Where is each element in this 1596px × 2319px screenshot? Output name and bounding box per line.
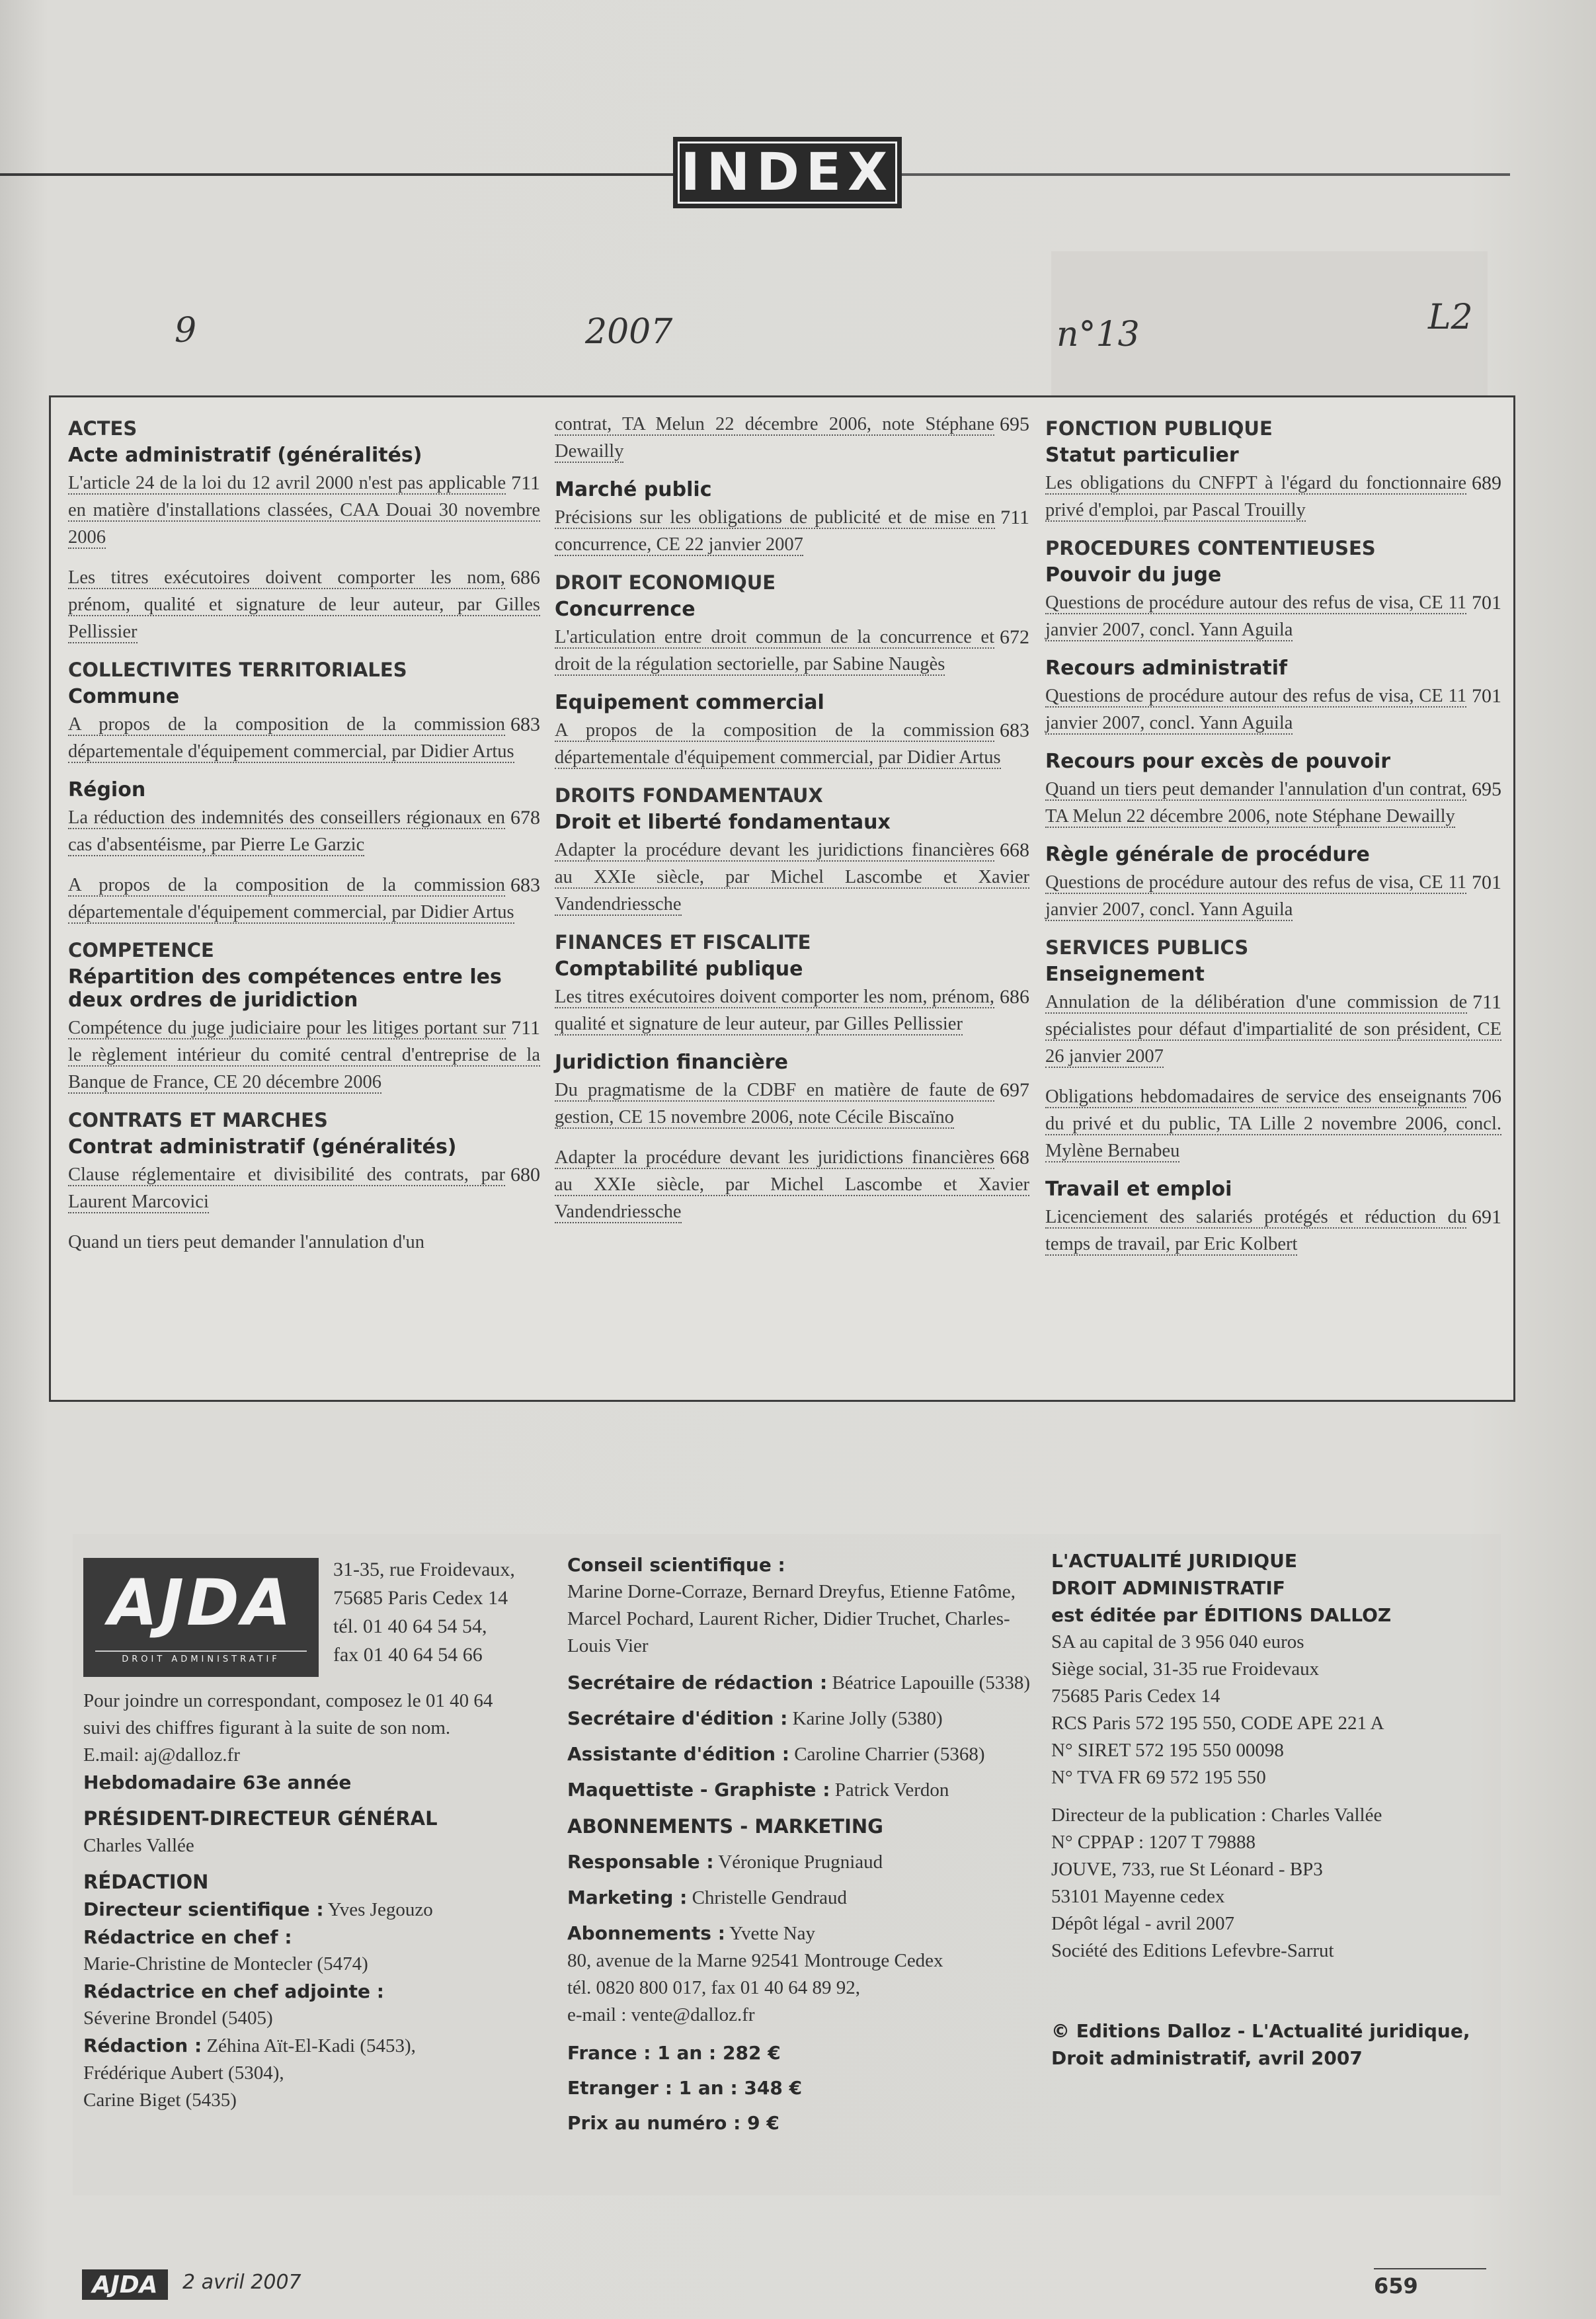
publisher-line: JOUVE, 733, rue St Léonard - BP3 bbox=[1051, 1859, 1323, 1880]
resp-label: Responsable : bbox=[567, 1851, 714, 1873]
index-column-3 bbox=[1045, 411, 1501, 1271]
price-abroad: Etranger : 1 an : 348 € bbox=[567, 2077, 803, 2099]
index-column-2 bbox=[555, 411, 1029, 1239]
weekly-line: Hebdomadaire 63e année bbox=[83, 1771, 352, 1793]
index-entry bbox=[68, 872, 540, 926]
address-line: 75685 Paris Cedex 14 bbox=[333, 1587, 508, 1609]
index-subheading: Recours pour excès de pouvoir bbox=[1045, 750, 1391, 773]
dir-sci-label: Directeur scientifique : bbox=[83, 1898, 324, 1920]
index-entry-text: Du pragmatisme de la CDBF en matière de faute de gestion, CE 15 novembre 2006, note Cécile Biscaïno bbox=[555, 1080, 994, 1127]
price-france: France : 1 an : 282 € bbox=[567, 2042, 781, 2064]
index-entry bbox=[68, 469, 540, 551]
pdg-name: Charles Vallée bbox=[83, 1835, 194, 1856]
index-subheading: Comptabilité publique bbox=[555, 957, 803, 981]
handwritten-note-1: 9 bbox=[175, 311, 197, 350]
index-entry bbox=[1045, 589, 1501, 643]
index-entry bbox=[555, 836, 1029, 918]
index-subheading: Commune bbox=[68, 685, 180, 708]
red-adj-name: Séverine Brondel (5405) bbox=[83, 2008, 273, 2029]
abo-phone: tél. 0820 800 017, fax 01 40 64 89 92, bbox=[567, 1977, 861, 1998]
fax-line: fax 01 40 64 54 66 bbox=[333, 1644, 483, 1666]
redaction-names-label: Rédaction : bbox=[83, 2035, 202, 2056]
redaction-names-2: Frédérique Aubert (5304), bbox=[83, 2062, 284, 2084]
page-number: 659 bbox=[1374, 2268, 1486, 2299]
publisher-line: 53101 Mayenne cedex bbox=[1051, 1886, 1225, 1907]
index-entry-page: 711 bbox=[511, 1017, 540, 1039]
index-entry-page: 672 bbox=[1000, 626, 1029, 648]
index-entry-page: 701 bbox=[1472, 872, 1501, 893]
index-subheading: Concurrence bbox=[555, 598, 696, 621]
sec-ed-label: Secrétaire d'édition : bbox=[567, 1707, 788, 1729]
maq-label: Maquettiste - Graphiste : bbox=[567, 1779, 830, 1801]
red-chef-label: Rédactrice en chef : bbox=[83, 1926, 292, 1948]
index-entry bbox=[1045, 469, 1501, 524]
copyright: © Editions Dalloz - L'Actualité juridique, Droit administratif, avril 2007 bbox=[1051, 2020, 1470, 2069]
index-entry-text: Clause réglementaire et divisibilité des contrats, par Laurent Marcovici bbox=[68, 1164, 505, 1212]
publisher-column bbox=[1051, 1547, 1481, 2072]
email-line: E.mail: aj@dalloz.fr bbox=[83, 1744, 240, 1766]
mkt-label: Marketing : bbox=[567, 1887, 688, 1908]
index-entry-text: Les titres exécutoires doivent comporter les nom, prénom, qualité et signature de leur auteur, par Gilles Pellissier bbox=[68, 567, 540, 642]
index-entry bbox=[555, 504, 1029, 558]
index-entry bbox=[1045, 1083, 1501, 1164]
index-entry bbox=[555, 411, 1029, 465]
publisher-line: SA au capital de 3 956 040 euros bbox=[1051, 1631, 1304, 1652]
abo-address: 80, avenue de la Marne 92541 Montrouge Cedex bbox=[567, 1950, 943, 1971]
abo-name: Yvette Nay bbox=[725, 1923, 816, 1944]
red-chef-name: Marie-Christine de Montecler (5474) bbox=[83, 1953, 368, 1974]
redaction-heading: RÉDACTION bbox=[83, 1871, 209, 1893]
index-entry-text: Questions de procédure autour des refus de visa, CE 11 janvier 2007, concl. Yann Aguila bbox=[1045, 872, 1466, 920]
index-entry-text: Les titres exécutoires doivent comporter les nom, prénom, qualité et signature de leur auteur, par Gilles Pellissier bbox=[555, 987, 994, 1034]
index-entry-page: 668 bbox=[1000, 839, 1029, 861]
index-entry-text: L'article 24 de la loi du 12 avril 2000 n'est pas applicable en matière d'installations classées, CAA Douai 30 novembre 2006 bbox=[68, 473, 540, 548]
address-block bbox=[333, 1555, 515, 1669]
index-section-heading: CONTRATS ET MARCHES bbox=[68, 1109, 328, 1131]
index-entry-text: Adapter la procédure devant les juridictions financières au XXIe siècle, par Michel Lascombe et Xavier Vandendriessche bbox=[555, 840, 1029, 915]
index-subheading: Pouvoir du juge bbox=[1045, 563, 1222, 587]
publisher-line: RCS Paris 572 195 550, CODE APE 221 A bbox=[1051, 1713, 1384, 1734]
contact-note: Pour joindre un correspondant, composez le 01 40 64 suivi des chiffres figurant à la suite de son nom. bbox=[83, 1690, 493, 1738]
index-entry-text: Quand un tiers peut demander l'annulation d'un contrat, TA Melun 22 décembre 2006, note Stéphane Dewailly bbox=[1045, 779, 1466, 827]
footer-date: 2 avril 2007 bbox=[182, 2271, 301, 2294]
asst-name: Caroline Charrier (5368) bbox=[789, 1744, 985, 1765]
index-entry-page: 695 bbox=[1000, 413, 1029, 435]
index-section-heading: COMPETENCE bbox=[68, 939, 214, 961]
index-entry-text: A propos de la composition de la commission départementale d'équipement commercial, par Didier Artus bbox=[68, 714, 514, 762]
index-subheading: Juridiction financière bbox=[555, 1051, 788, 1074]
index-entry-page: 691 bbox=[1472, 1206, 1501, 1228]
index-entry-page: 683 bbox=[510, 713, 540, 735]
index-section-heading: DROITS FONDAMENTAUX bbox=[555, 784, 823, 807]
index-section-heading: ACTES bbox=[68, 417, 138, 440]
handwritten-note-2: 2007 bbox=[585, 312, 673, 352]
index-entry bbox=[555, 1144, 1029, 1225]
index-entry-page: 711 bbox=[1472, 991, 1501, 1013]
index-entry-text: Précisions sur les obligations de publicité et de mise en concurrence, CE 22 janvier 2007 bbox=[555, 507, 996, 555]
address-line: 31-35, rue Froidevaux, bbox=[333, 1559, 515, 1580]
index-subheading: Région bbox=[68, 778, 146, 801]
sec-red-label: Secrétaire de rédaction : bbox=[567, 1672, 828, 1693]
index-entry bbox=[68, 804, 540, 858]
index-subheading: Droit et liberté fondamentaux bbox=[555, 811, 891, 834]
logo-word: AJDA bbox=[108, 1566, 294, 1640]
index-section-heading: FONCTION PUBLIQUE bbox=[1045, 417, 1273, 440]
index-subheading: Enseignement bbox=[1045, 963, 1205, 986]
index-entry-text: Questions de procédure autour des refus de visa, CE 11 janvier 2007, concl. Yann Aguila bbox=[1045, 686, 1466, 733]
sec-ed-name: Karine Jolly (5380) bbox=[787, 1708, 943, 1729]
price-issue: Prix au numéro : 9 € bbox=[567, 2112, 779, 2134]
index-entry-text: Annulation de la délibération d'une commission de spécialistes pour défaut d'impartialité de son président, CE 26 janvier 2007 bbox=[1045, 992, 1501, 1067]
index-section-heading: DROIT ECONOMIQUE bbox=[555, 571, 776, 594]
handwritten-note-3: n°13 bbox=[1057, 315, 1140, 354]
maq-name: Patrick Verdon bbox=[830, 1779, 949, 1801]
index-entry-page: 686 bbox=[1000, 986, 1029, 1008]
dir-sci-name: Yves Jegouzo bbox=[323, 1899, 433, 1920]
publisher-title-3: est éditée par ÉDITIONS DALLOZ bbox=[1051, 1604, 1392, 1626]
red-adj-label: Rédactrice en chef adjointe : bbox=[83, 1980, 384, 2002]
index-subheading: Répartition des compétences entre les deux ordres de juridiction bbox=[68, 965, 502, 1012]
index-entry-text: contrat, TA Melun 22 décembre 2006, note Stéphane Dewailly bbox=[555, 414, 994, 462]
index-entry-page: 701 bbox=[1472, 592, 1501, 614]
footer-logo: AJDA bbox=[82, 2269, 168, 2300]
index-entry bbox=[1045, 776, 1501, 830]
publisher-line: Dépôt légal - avril 2007 bbox=[1051, 1913, 1235, 1934]
index-entry-page: 706 bbox=[1472, 1086, 1501, 1108]
index-entry bbox=[555, 1077, 1029, 1131]
index-entry-page: 686 bbox=[510, 567, 540, 589]
masthead-left bbox=[83, 1688, 493, 2114]
publisher-line: Société des Editions Lefevbre-Sarrut bbox=[1051, 1940, 1334, 1961]
publisher-line: N° TVA FR 69 572 195 550 bbox=[1051, 1767, 1266, 1788]
index-entry-text: Les obligations du CNFPT à l'égard du fonctionnaire privé d'emploi, par Pascal Trouilly bbox=[1045, 473, 1466, 520]
index-entry-page: 695 bbox=[1472, 778, 1501, 800]
index-entry-page: 668 bbox=[1000, 1147, 1029, 1168]
index-title: INDEX bbox=[673, 137, 902, 208]
publisher-line: 75685 Paris Cedex 14 bbox=[1051, 1686, 1220, 1707]
index-entry-text: Quand un tiers peut demander l'annulation d'un bbox=[68, 1232, 424, 1252]
index-subheading: Règle générale de procédure bbox=[1045, 843, 1370, 866]
index-entry-page: 711 bbox=[1000, 507, 1029, 528]
index-entry bbox=[555, 717, 1029, 771]
index-entry-text: Questions de procédure autour des refus de visa, CE 11 janvier 2007, concl. Yann Aguila bbox=[1045, 592, 1466, 640]
ajda-logo bbox=[83, 1558, 319, 1677]
index-entry-page: 683 bbox=[1000, 719, 1029, 741]
index-entry bbox=[1045, 1203, 1501, 1258]
abo-label: Abonnements : bbox=[567, 1922, 725, 1944]
publisher-line: Directeur de la publication : Charles Vallée bbox=[1051, 1805, 1382, 1826]
conseil-names: Marine Dorne-Corraze, Bernard Dreyfus, Etienne Fatôme, Marcel Pochard, Laurent Richer, Didier Truchet, Charles-Louis Vier bbox=[567, 1581, 1016, 1656]
asst-label: Assistante d'édition : bbox=[567, 1743, 789, 1765]
index-subheading: Recours administratif bbox=[1045, 657, 1288, 680]
index-section-heading: FINANCES ET FISCALITE bbox=[555, 931, 811, 954]
index-entry bbox=[1045, 869, 1501, 923]
index-column-1 bbox=[68, 411, 540, 1269]
index-frame bbox=[49, 395, 1515, 1402]
index-subheading: Travail et emploi bbox=[1045, 1178, 1232, 1201]
logo-subtitle: DROIT ADMINISTRATIF bbox=[95, 1650, 307, 1664]
pdg-heading: PRÉSIDENT-DIRECTEUR GÉNÉRAL bbox=[83, 1807, 438, 1830]
index-entry bbox=[1045, 989, 1501, 1070]
publisher-line: N° CPPAP : 1207 T 79888 bbox=[1051, 1832, 1256, 1853]
index-entry-text: La réduction des indemnités des conseillers régionaux en cas d'absentéisme, par Pierre Le Garzic bbox=[68, 807, 505, 855]
redaction-names-3: Carine Biget (5435) bbox=[83, 2090, 237, 2111]
index-entry bbox=[68, 1229, 540, 1256]
index-section-heading: COLLECTIVITES TERRITORIALES bbox=[68, 659, 407, 681]
index-entry-page: 683 bbox=[510, 874, 540, 896]
index-entry-text: A propos de la composition de la commission départementale d'équipement commercial, par Didier Artus bbox=[68, 875, 514, 922]
publisher-line: Siège social, 31-35 rue Froidevaux bbox=[1051, 1658, 1320, 1680]
abo-email: e-mail : vente@dalloz.fr bbox=[567, 2004, 755, 2025]
index-entry bbox=[555, 983, 1029, 1037]
handwritten-note-4: L2 bbox=[1428, 298, 1473, 337]
index-subheading: Equipement commercial bbox=[555, 691, 824, 714]
index-entry-text: L'articulation entre droit commun de la concurrence et droit de la régulation sectorielle, par Sabine Naugès bbox=[555, 627, 994, 674]
index-entry-text: Obligations hebdomadaires de service des enseignants du privé et du public, TA Lille 2 novembre 2006, concl. Mylène Bernabeu bbox=[1045, 1086, 1501, 1161]
index-entry bbox=[555, 624, 1029, 678]
staff-column bbox=[567, 1551, 1030, 2136]
index-entry bbox=[68, 1014, 540, 1096]
index-entry bbox=[68, 1161, 540, 1215]
publisher-line: N° SIRET 572 195 550 00098 bbox=[1051, 1740, 1284, 1761]
index-entry-page: 680 bbox=[510, 1164, 540, 1186]
resp-name: Véronique Prugniaud bbox=[713, 1851, 883, 1873]
index-subheading: Statut particulier bbox=[1045, 444, 1239, 467]
header-rule-right bbox=[902, 173, 1510, 176]
index-entry-page: 701 bbox=[1472, 685, 1501, 707]
sec-red-name: Béatrice Lapouille (5338) bbox=[827, 1672, 1030, 1693]
publisher-title-2: DROIT ADMINISTRATIF bbox=[1051, 1577, 1285, 1599]
index-entry bbox=[1045, 682, 1501, 737]
index-entry-text: Adapter la procédure devant les juridictions financières au XXIe siècle, par Michel Lascombe et Xavier Vandendriessche bbox=[555, 1147, 1029, 1222]
index-section-heading: SERVICES PUBLICS bbox=[1045, 936, 1249, 959]
phone-line: tél. 01 40 64 54 54, bbox=[333, 1615, 487, 1637]
index-entry-page: 678 bbox=[510, 807, 540, 829]
conseil-label: Conseil scientifique : bbox=[567, 1554, 785, 1576]
publisher-title-1: L'ACTUALITÉ JURIDIQUE bbox=[1051, 1550, 1297, 1572]
index-subheading: Acte administratif (généralités) bbox=[68, 444, 422, 467]
index-entry-page: 689 bbox=[1472, 472, 1501, 494]
index-subheading: Marché public bbox=[555, 478, 712, 501]
redaction-names: Zéhina Aït-El-Kadi (5453), bbox=[202, 2035, 416, 2056]
header-rule-left bbox=[0, 173, 673, 176]
abo-heading: ABONNEMENTS - MARKETING bbox=[567, 1815, 883, 1838]
index-entry-text: Licenciement des salariés protégés et réduction du temps de travail, par Eric Kolbert bbox=[1045, 1207, 1466, 1254]
index-subheading: Contrat administratif (généralités) bbox=[68, 1135, 457, 1159]
mkt-name: Christelle Gendraud bbox=[687, 1887, 847, 1908]
index-entry-text: Compétence du juge judiciaire pour les litiges portant sur le règlement intérieur du comité central d'entreprise de la Banque de France, CE 20 décembre 2006 bbox=[68, 1018, 540, 1092]
index-entry bbox=[68, 711, 540, 765]
index-entry-text: A propos de la composition de la commission départementale d'équipement commercial, par Didier Artus bbox=[555, 720, 1001, 768]
index-entry-page: 711 bbox=[511, 472, 540, 494]
index-entry bbox=[68, 564, 540, 645]
index-entry-page: 697 bbox=[1000, 1079, 1029, 1101]
index-section-heading: PROCEDURES CONTENTIEUSES bbox=[1045, 537, 1376, 559]
